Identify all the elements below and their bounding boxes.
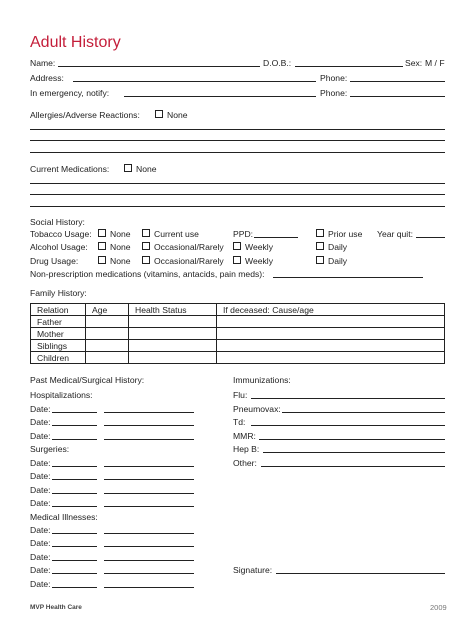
date-field[interactable] (52, 425, 97, 426)
other-field[interactable] (261, 466, 445, 467)
allergies-none-label: None (167, 110, 188, 120)
medications-line[interactable] (30, 206, 445, 207)
page-title: Adult History (30, 34, 121, 51)
date-field[interactable] (52, 573, 97, 574)
option-label: Prior use (328, 229, 363, 239)
description-field[interactable] (104, 439, 194, 440)
date-field[interactable] (52, 587, 97, 588)
column-header: Age (86, 304, 129, 316)
option-label: Occasional/Rarely (154, 256, 224, 266)
medications-line[interactable] (30, 194, 445, 195)
family-history-heading: Family History: (30, 288, 87, 298)
date-field[interactable] (52, 412, 97, 413)
medical-illnesses-label: Medical Illnesses: (30, 512, 98, 522)
description-field[interactable] (104, 533, 194, 534)
age-cell[interactable] (86, 352, 129, 364)
option-label: None (110, 229, 131, 239)
year-quit-label: Year quit: (377, 229, 413, 239)
checkbox-icon (142, 256, 150, 264)
checkbox-icon (142, 229, 150, 237)
pneumovax-field[interactable] (282, 412, 445, 413)
alcohol-label: Alcohol Usage: (30, 242, 88, 252)
checkbox-icon (316, 242, 324, 250)
emergency-label: In emergency, notify: (30, 88, 110, 98)
signature-label: Signature: (233, 565, 273, 575)
emergency-phone-label: Phone: (320, 88, 348, 98)
drug-occasional-option[interactable] (142, 256, 224, 266)
name-label: Name: (30, 58, 56, 68)
checkbox-icon (233, 242, 241, 250)
date-label: Date: (30, 417, 51, 427)
relation-cell: Mother (31, 328, 86, 340)
health-status-cell[interactable] (129, 316, 217, 328)
alcohol-daily-option[interactable] (316, 242, 347, 252)
age-cell[interactable] (86, 328, 129, 340)
option-label: Current use (154, 229, 199, 239)
cause-cell[interactable] (217, 352, 445, 364)
date-field[interactable] (52, 466, 97, 467)
medications-none-option[interactable] (124, 164, 157, 174)
checkbox-icon (316, 229, 324, 237)
drug-label: Drug Usage: (30, 256, 79, 266)
relation-cell: Father (31, 316, 86, 328)
date-label: Date: (30, 565, 51, 575)
health-status-cell[interactable] (129, 328, 217, 340)
relation-cell: Children (31, 352, 86, 364)
checkbox-icon (98, 242, 106, 250)
date-label: Date: (30, 404, 51, 414)
option-label: Weekly (245, 256, 274, 266)
sex-options[interactable]: M / F (425, 58, 445, 68)
drug-weekly-option[interactable] (233, 256, 273, 266)
description-field[interactable] (104, 560, 194, 561)
date-label: Date: (30, 431, 51, 441)
cause-cell[interactable] (217, 340, 445, 352)
allergies-line[interactable] (30, 152, 445, 153)
date-field[interactable] (52, 493, 97, 494)
hospitalizations-label: Hospitalizations: (30, 390, 93, 400)
table-row (31, 340, 445, 352)
column-header: If deceased: Cause/age (217, 304, 445, 316)
alcohol-none-option[interactable] (98, 242, 131, 252)
date-label: Date: (30, 498, 51, 508)
allergies-none-option[interactable] (155, 110, 188, 120)
cause-cell[interactable] (217, 316, 445, 328)
name-field[interactable] (58, 66, 260, 67)
family-history-table (30, 303, 445, 364)
relation-cell: Siblings (31, 340, 86, 352)
year-quit-field[interactable] (416, 237, 445, 238)
option-label: None (110, 242, 131, 252)
description-field[interactable] (104, 466, 194, 467)
option-label: Daily (328, 242, 348, 252)
tobacco-current-option[interactable] (142, 229, 199, 239)
surgeries-label: Surgeries: (30, 444, 70, 454)
drug-none-option[interactable] (98, 256, 131, 266)
emergency-phone-field[interactable] (350, 96, 445, 97)
checkbox-icon (142, 242, 150, 250)
date-label: Date: (30, 485, 51, 495)
medications-label: Current Medications: (30, 164, 110, 174)
allergies-line[interactable] (30, 140, 445, 141)
hepb-label: Hep B: (233, 444, 260, 454)
signature-field[interactable] (276, 573, 445, 574)
option-label: None (110, 256, 131, 266)
table-row (31, 316, 445, 328)
description-field[interactable] (104, 412, 194, 413)
medications-none-label: None (136, 164, 157, 174)
other-label: Other: (233, 458, 257, 468)
date-field[interactable] (52, 560, 97, 561)
sex-label: Sex: (405, 58, 423, 68)
ppd-label: PPD: (233, 229, 254, 239)
cause-cell[interactable] (217, 328, 445, 340)
description-field[interactable] (104, 493, 194, 494)
column-header: Health Status (129, 304, 217, 316)
date-label: Date: (30, 552, 51, 562)
table-row (31, 352, 445, 364)
age-cell[interactable] (86, 316, 129, 328)
medications-line[interactable] (30, 183, 445, 184)
date-field[interactable] (52, 479, 97, 480)
mmr-field[interactable] (259, 439, 445, 440)
description-field[interactable] (104, 479, 194, 480)
description-field[interactable] (104, 506, 194, 507)
past-history-heading: Past Medical/Surgical History: (30, 375, 145, 385)
checkbox-icon (155, 110, 163, 118)
td-field[interactable] (251, 425, 445, 426)
nonprescription-label: Non-prescription medications (vitamins, antacids, pain meds): (30, 269, 265, 279)
option-label: Occasional/Rarely (154, 242, 224, 252)
allergies-line[interactable] (30, 129, 445, 130)
dob-label: D.O.B.: (263, 58, 292, 68)
allergies-label: Allergies/Adverse Reactions: (30, 110, 140, 120)
option-label: Weekly (245, 242, 274, 252)
health-status-cell[interactable] (129, 340, 217, 352)
tobacco-label: Tobacco Usage: (30, 229, 92, 239)
table-header-row (31, 304, 445, 316)
date-field[interactable] (52, 546, 97, 547)
date-field[interactable] (52, 506, 97, 507)
date-field[interactable] (52, 439, 97, 440)
address-field[interactable] (73, 81, 316, 82)
description-field[interactable] (104, 425, 194, 426)
dob-field[interactable] (295, 66, 403, 67)
date-label: Date: (30, 458, 51, 468)
date-label: Date: (30, 525, 51, 535)
checkbox-icon (233, 256, 241, 264)
phone-field[interactable] (350, 81, 445, 82)
checkbox-icon (98, 229, 106, 237)
hepb-field[interactable] (263, 452, 445, 453)
date-label: Date: (30, 579, 51, 589)
phone-label: Phone: (320, 73, 348, 83)
age-cell[interactable] (86, 340, 129, 352)
date-label: Date: (30, 538, 51, 548)
description-field[interactable] (104, 546, 194, 547)
address-label: Address: (30, 73, 64, 83)
mmr-label: MMR: (233, 431, 256, 441)
checkbox-icon (124, 164, 132, 172)
flu-field[interactable] (251, 398, 445, 399)
date-label: Date: (30, 471, 51, 481)
date-field[interactable] (52, 533, 97, 534)
option-label: Daily (328, 256, 348, 266)
td-label: Td: (233, 417, 246, 427)
alcohol-occasional-option[interactable] (142, 242, 224, 252)
footer-year: 2009 (430, 603, 447, 612)
tobacco-prior-option[interactable] (316, 229, 362, 239)
immunizations-heading: Immunizations: (233, 375, 291, 385)
table-row (31, 328, 445, 340)
tobacco-none-option[interactable] (98, 229, 131, 239)
checkbox-icon (98, 256, 106, 264)
ppd-field[interactable] (254, 237, 298, 238)
checkbox-icon (316, 256, 324, 264)
social-history-heading: Social History: (30, 217, 85, 227)
nonprescription-field[interactable] (273, 277, 423, 278)
alcohol-weekly-option[interactable] (233, 242, 273, 252)
pneumovax-label: Pneumovax: (233, 404, 281, 414)
drug-daily-option[interactable] (316, 256, 347, 266)
emergency-field[interactable] (124, 96, 316, 97)
column-header: Relation (31, 304, 86, 316)
description-field[interactable] (104, 573, 194, 574)
health-status-cell[interactable] (129, 352, 217, 364)
flu-label: Flu: (233, 390, 248, 400)
footer-org: MVP Health Care (30, 604, 82, 611)
description-field[interactable] (104, 587, 194, 588)
